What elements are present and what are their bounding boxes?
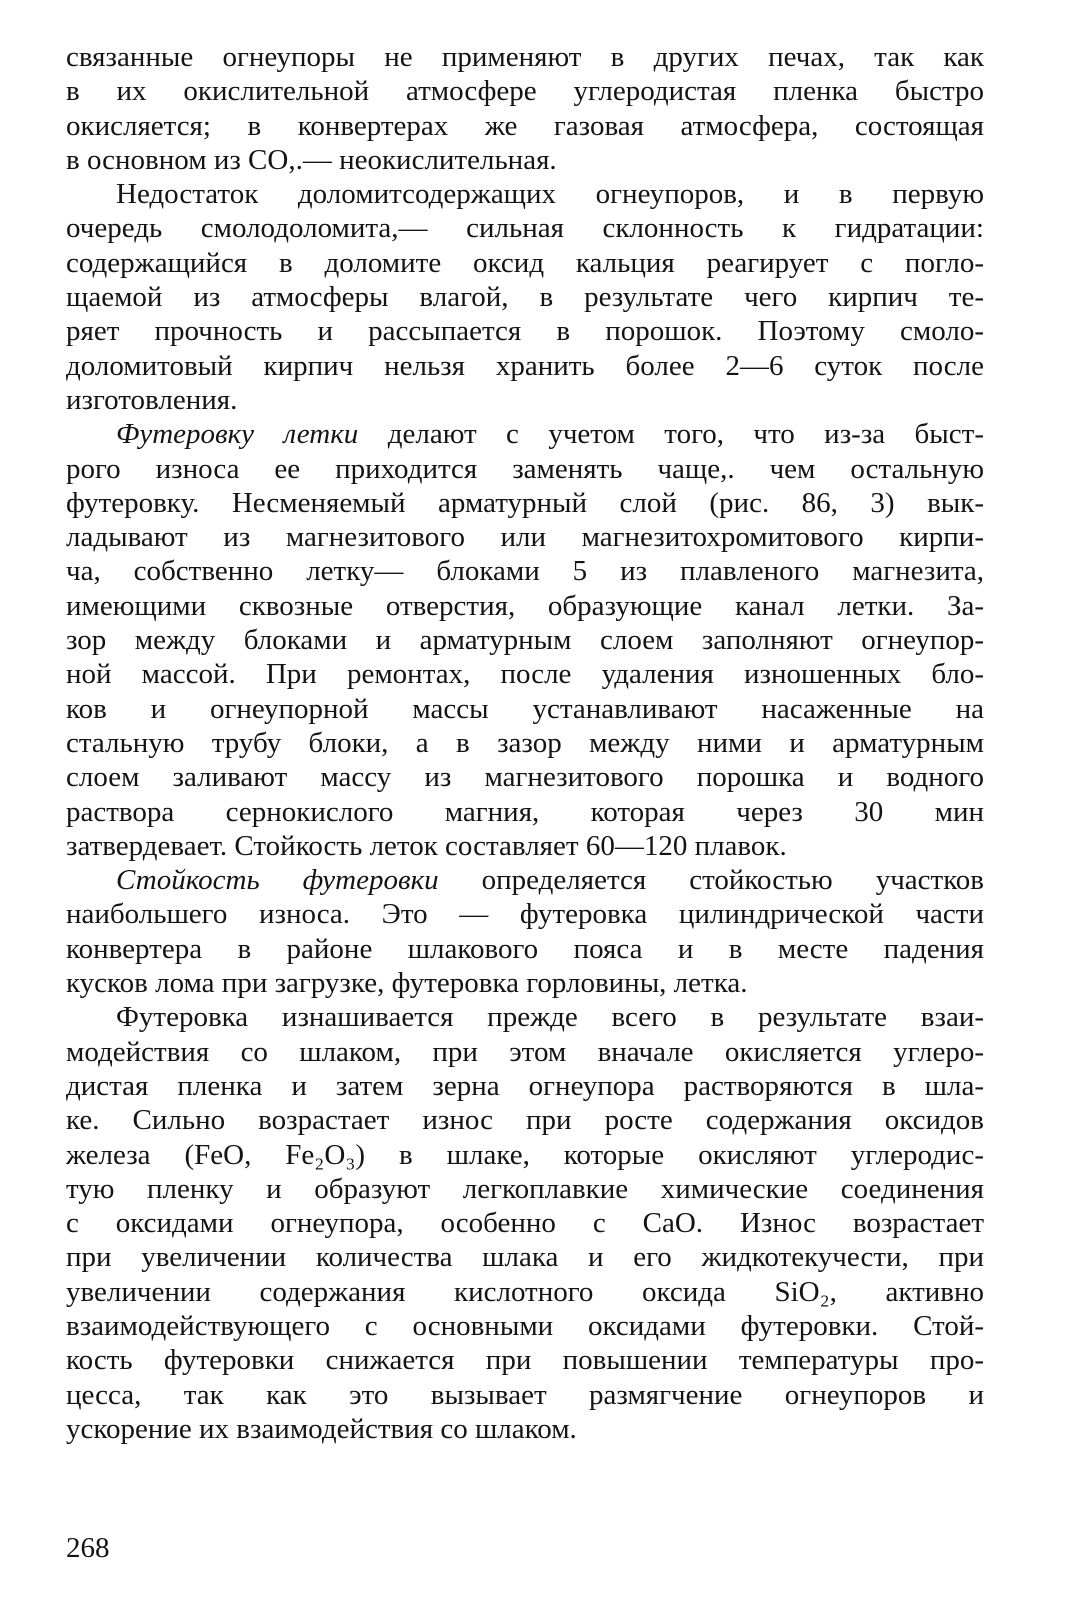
- text-line: ной массой. При ремонтах, после удаления изношенных бло-: [66, 658, 984, 691]
- text-line: ладывают из магнезитового или магнезитохромитового кирпи-: [66, 521, 984, 554]
- text-line: тую пленку и образуют легкоплавкие химические соединения: [66, 1172, 984, 1205]
- page-body: [66, 40, 984, 1446]
- text-line: увеличении содержания кислотного оксида SiO₂, активно: [66, 1275, 984, 1308]
- text-line: имеющими сквозные отверстия, образующие канал летки. За-: [66, 589, 984, 622]
- text-line: с оксидами огнеупора, особенно с CaO. Износ возрастает: [66, 1207, 984, 1240]
- paragraph: [66, 1000, 984, 1446]
- text-line: кусков лома при загрузке, футеровка горловины, летка.: [66, 967, 748, 1000]
- paragraph: [66, 177, 984, 417]
- text-line: [66, 417, 984, 451]
- text-line: изготовления.: [66, 383, 238, 416]
- text-line: содержащийся в доломите оксид кальция реагирует с погло-: [66, 246, 984, 279]
- text-line: щаемой из атмосферы влагой, в результате чего кирпич те-: [66, 281, 984, 314]
- text-line: в их окислительной атмосфере углеродистая пленка быстро: [66, 75, 984, 108]
- text-line: Недостаток доломитсодержащих огнеупоров, и в первую: [116, 178, 984, 211]
- text-line: взаимодействующего с основными оксидами футеровки. Стой-: [66, 1309, 984, 1342]
- text-line: зор между блоками и арматурным слоем заполняют огнеупор-: [66, 624, 984, 657]
- paragraph: [66, 40, 984, 177]
- text-line: конвертера в районе шлакового пояса и в месте падения: [66, 932, 984, 965]
- text-line: цесса, так как это вызывает размягчение огнеупоров и: [66, 1378, 984, 1411]
- page-number: 268: [66, 1532, 110, 1564]
- text-line: ке. Сильно возрастает износ при росте содержания оксидов: [66, 1104, 984, 1137]
- text-line: дистая пленка и затем зерна огнеупора растворяются в шла-: [66, 1069, 984, 1102]
- text-line: ков и огнеупорной массы устанавливают насаженные на: [66, 692, 984, 725]
- text-line: железа (FeO, Fe₂O₃) в шлаке, которые окисляют углеродис-: [66, 1138, 984, 1171]
- text-line: связанные огнеупоры не применяют в других печах, так как: [66, 41, 984, 73]
- text-line: окисляется; в конвертерах же газовая атмосфера, состоящая: [66, 109, 984, 142]
- text-line: кость футеровки снижается при повышении температуры про-: [66, 1344, 984, 1377]
- text-line: [66, 863, 984, 897]
- text-line: модействия со шлаком, при этом вначале окисляется углеро-: [66, 1035, 984, 1068]
- text-span: делают с учетом того, что из-за быст-: [358, 418, 984, 451]
- text-line: ча, собственно летку— блоками 5 из плавленого магнезита,: [66, 555, 984, 588]
- text-line: очередь смолодоломита,— сильная склонность к гидратации:: [66, 212, 984, 245]
- text-line: стальную трубу блоки, а в зазор между ними и арматурным: [66, 726, 984, 759]
- text-line: наибольшего износа. Это — футеровка цилиндрической части: [66, 898, 984, 931]
- text-span: определяется стойкостью участков: [438, 864, 985, 897]
- text-line: футеровку. Несменяемый арматурный слой (рис. 86, 3) вык-: [66, 486, 984, 519]
- text-line: затвердевает. Стойкость леток составляет 60—120 плавок.: [66, 829, 787, 862]
- text-line: в основном из CO,.— неокислительная.: [66, 143, 557, 176]
- italic-lead: Стойкость футеровки: [116, 864, 439, 897]
- text-line: при увеличении количества шлака и его жидкотекучести, при: [66, 1241, 984, 1274]
- text-line: Футеровка изнашивается прежде всего в результате взаи-: [116, 1001, 984, 1034]
- text-line: рого износа ее приходится заменять чаще,. чем остальную: [66, 452, 984, 485]
- text-line: слоем заливают массу из магнезитового порошка и водного: [66, 761, 984, 794]
- paragraph: [66, 417, 984, 863]
- text-line: раствора сернокислого магния, которая через 30 мин: [66, 795, 984, 828]
- italic-lead: Футеровку летки: [116, 418, 359, 451]
- text-line: ускорение их взаимодействия со шлаком.: [66, 1412, 577, 1445]
- text-line: доломитовый кирпич нельзя хранить более 2—6 суток после: [66, 349, 984, 382]
- text-line: ряет прочность и рассыпается в порошок. Поэтому смоло-: [66, 315, 984, 348]
- paragraph: [66, 863, 984, 1000]
